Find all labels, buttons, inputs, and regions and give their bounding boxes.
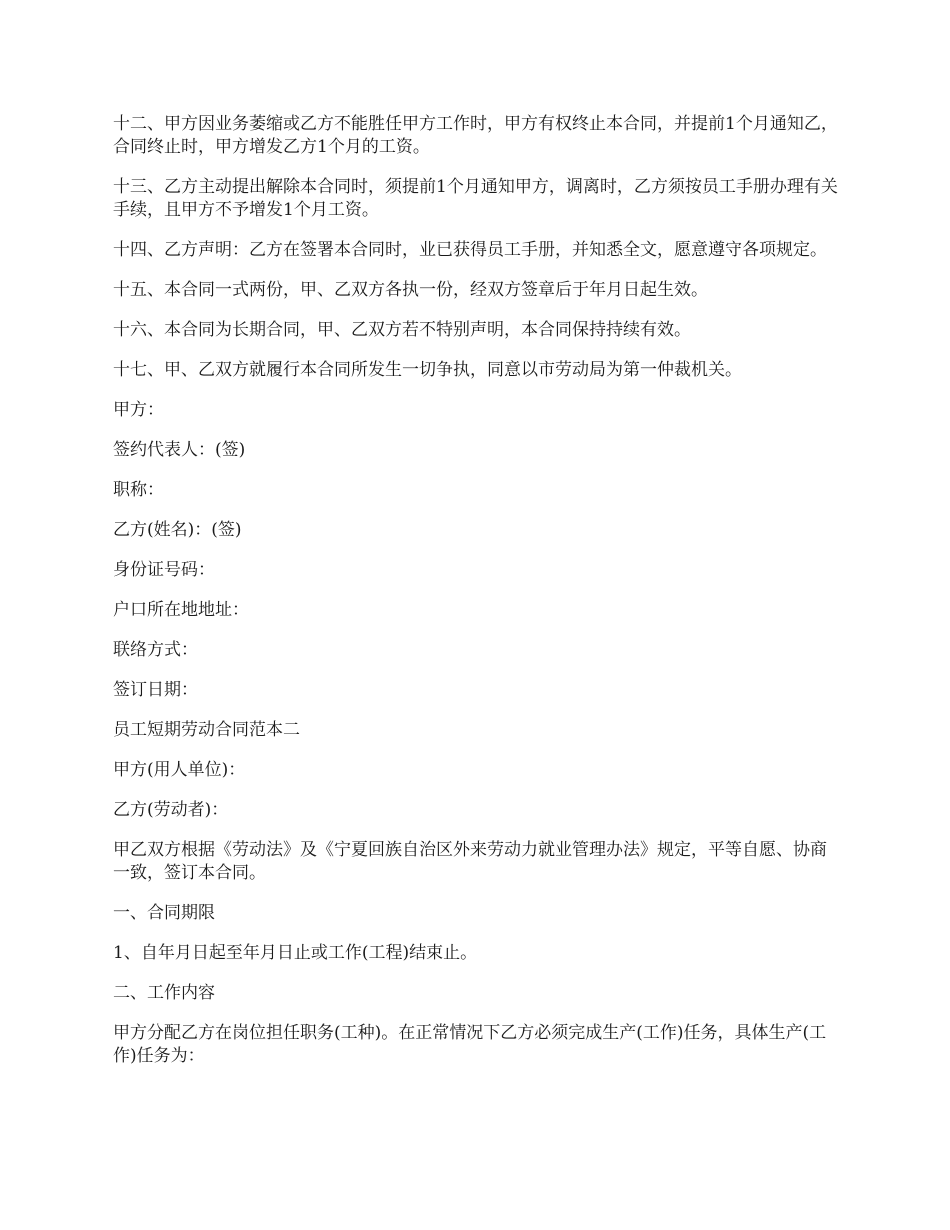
preamble-paragraph: 甲乙双方根据《劳动法》及《宁夏回族自治区外来劳动力就业管理办法》规定，平等自愿、协商一致，签订本合同。 <box>113 840 827 883</box>
party-a-field: 甲方： <box>113 400 164 420</box>
signing-date-field: 签订日期： <box>113 680 198 700</box>
employer-field: 甲方(用人单位)： <box>113 760 246 780</box>
clause-14: 十四、乙方声明：乙方在签署本合同时，业已获得员工手册，并知悉全文，愿意遵守各项规定。 <box>113 240 827 260</box>
contact-field: 联络方式： <box>113 640 198 660</box>
representative-field: 签约代表人：(签) <box>113 440 246 460</box>
clause-15: 十五、本合同一式两份，甲、乙双方各执一份，经双方签章后于年月日起生效。 <box>113 280 708 300</box>
id-number-field: 身份证号码： <box>113 560 215 580</box>
term-item-1: 1、自年月日起至年月日止或工作(工程)结束止。 <box>113 943 478 963</box>
party-b-name-field: 乙方(姓名)：(签) <box>113 520 242 540</box>
heading-work-content: 二、工作内容 <box>113 983 215 1003</box>
document-page <box>113 113 843 1085</box>
worker-field: 乙方(劳动者)： <box>113 800 229 820</box>
section-heading-template-two: 员工短期劳动合同范本二 <box>113 720 300 740</box>
clause-16: 十六、本合同为长期合同，甲、乙双方若不特别声明，本合同保持持续有效。 <box>113 320 691 340</box>
household-address-field: 户口所在地地址： <box>113 600 249 620</box>
clause-13: 十三、乙方主动提出解除本合同时，须提前1个月通知甲方，调离时，乙方须按员工手册办理有关手续，且甲方不予增发1个月工资。 <box>113 177 838 220</box>
title-field: 职称： <box>113 480 164 500</box>
clause-17: 十七、甲、乙双方就履行本合同所发生一切争执，同意以市劳动局为第一仲裁机关。 <box>113 360 742 380</box>
clause-12: 十二、甲方因业务萎缩或乙方不能胜任甲方工作时，甲方有权终止本合同，并提前1个月通知乙，合同终止时，甲方增发乙方1个月的工资。 <box>113 114 838 157</box>
heading-contract-term: 一、合同期限 <box>113 903 215 923</box>
work-content-paragraph: 甲方分配乙方在岗位担任职务(工种)。在正常情况下乙方必须完成生产(工作)任务，具体生产(工作)任务为： <box>113 1023 827 1066</box>
